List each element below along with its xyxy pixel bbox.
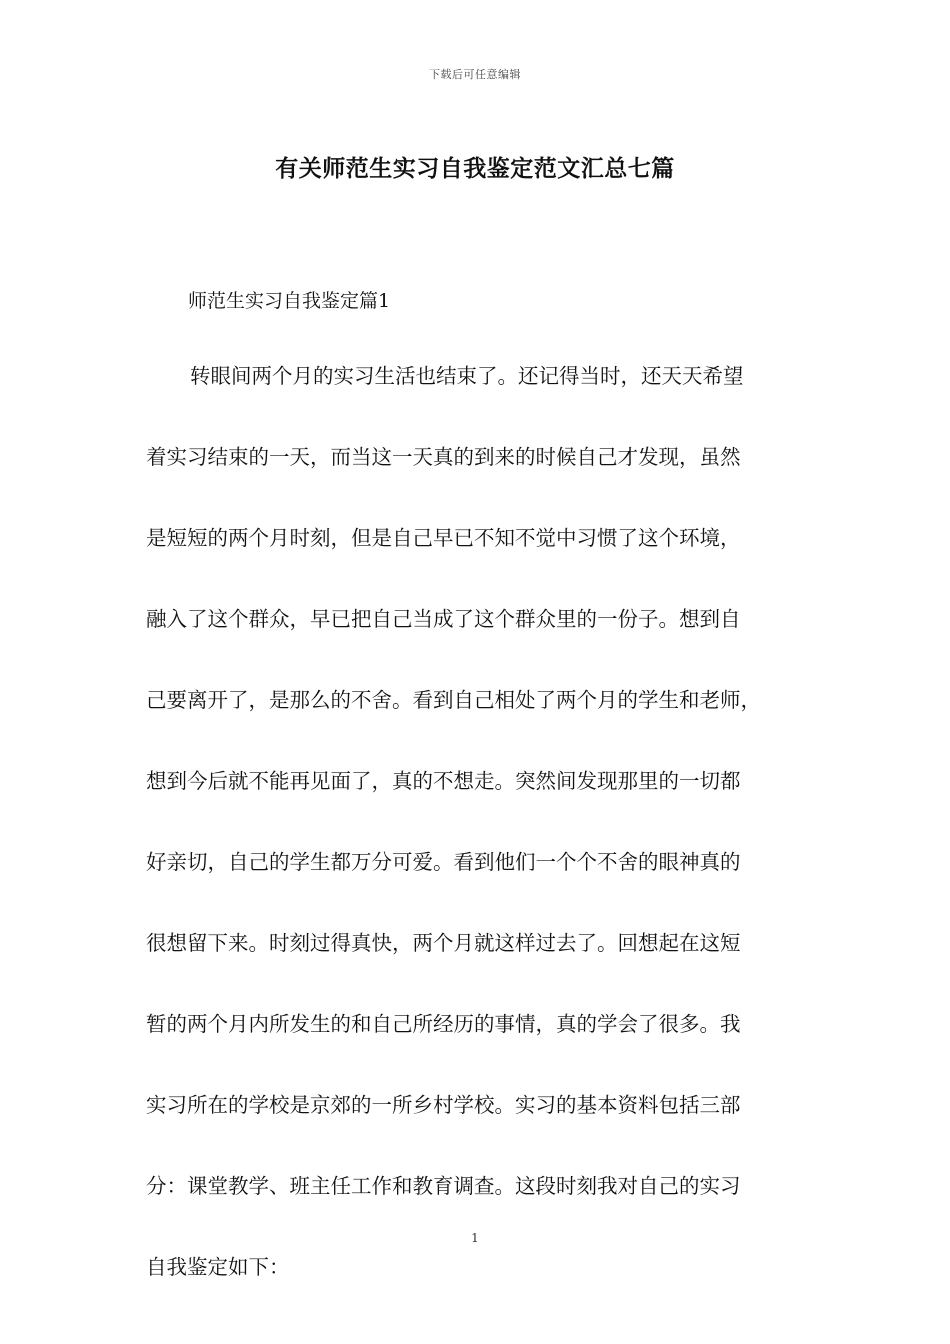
paragraph-line: 想到今后就不能再见面了，真的不想走。突然间发现那里的一切都	[146, 769, 741, 793]
body-paragraph	[146, 356, 826, 1328]
paragraph-line: 着实习结束的一天，而当这一天真的到来的时候自己才发现，虽然	[146, 445, 741, 469]
paragraph-line: 是短短的两个月时刻，但是自己早已不知不觉中习惯了这个环境，	[146, 526, 741, 550]
paragraph-line: 实习所在的学校是京郊的一所乡村学校。实习的基本资料包括三部	[146, 1093, 741, 1117]
paragraph-line: 很想留下来。时刻过得真快，两个月就这样过去了。回想起在这短	[146, 931, 741, 955]
header-note: 下载后可任意编辑	[429, 68, 521, 81]
section-heading: 师范生实习自我鉴定篇1	[188, 290, 391, 312]
paragraph-line: 己要离开了，是那么的不舍。看到自己相处了两个月的学生和老师，	[146, 688, 761, 712]
document-title: 有关师范生实习自我鉴定范文汇总七篇	[275, 155, 675, 182]
paragraph-line: 转眼间两个月的实习生活也结束了。还记得当时，还天天希望	[190, 364, 744, 388]
paragraph-line: 暂的两个月内所发生的和自己所经历的事情，真的学会了很多。我	[146, 1012, 741, 1036]
paragraph-line: 自我鉴定如下：	[146, 1255, 290, 1279]
paragraph-line: 分：课堂教学、班主任工作和教育调查。这段时刻我对自己的实习	[146, 1174, 741, 1198]
paragraph-line: 融入了这个群众，早已把自己当成了这个群众里的一份子。想到自	[146, 607, 741, 631]
page-number: 1	[471, 1231, 479, 1245]
paragraph-line: 好亲切，自己的学生都万分可爱。看到他们一个个不舍的眼神真的	[146, 850, 741, 874]
